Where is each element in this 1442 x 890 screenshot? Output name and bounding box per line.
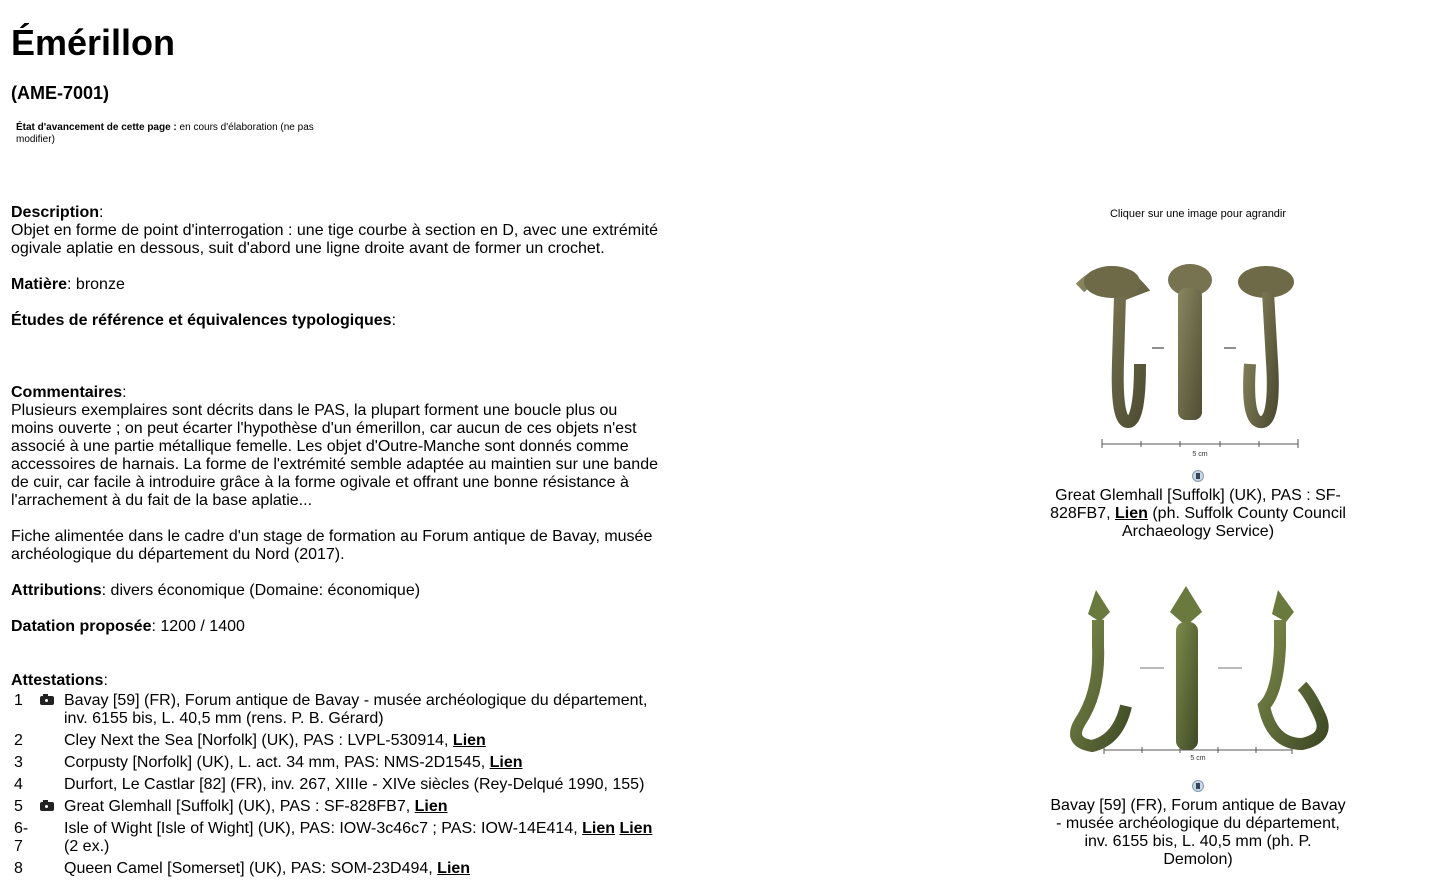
comments-section: Commentaires: Plusieurs exemplaires sont décrits dans le PAS, la plupart forment une boucle plus ou moins ouverte ; on peut écarter l'hypothèse d'un émerillon, car aucun de ces objets n'est associé à une partie métallique femelle. Les objet d'Outre-Manche sont donnés comme accessoires de harnais. La forme de l'extrémité semble adaptée au maintien sur une bande de cuir, car facile à introduire grâce à la forme ogivale et offrant une bonne résistance à l'arrachement à du fait de la base aplatie... (11, 384, 658, 509)
attestation-number: 8 (14, 860, 23, 877)
material-label: Matière (11, 276, 68, 293)
enlarge-hint: Cliquer sur une image pour agrandir (1109, 208, 1287, 220)
caption-credit: (ph. Suffolk County Council Archaeology Service) (1121, 505, 1346, 540)
internship-note: Fiche alimentée dans le cadre d'un stage de formation au Forum antique de Bavay, musée archéologique du département du Nord (2017). (11, 528, 653, 563)
pas-link[interactable]: Lien (414, 798, 448, 815)
attestations-table (11, 690, 663, 880)
attestation-row (11, 752, 663, 774)
attestations-section: Attestations: 1 Bavay [59] (FR), Forum antique de Bavay - musée archéologique du département, inv. 6155 bis, L. 40,5 mm (rens. P. B. Gérard) 2 Cley Next the Sea [Norfolk] (UK), PAS : LVPL-530914, Lien 3 Corpusty [Norfolk] (UK), L. act. 34 mm, PAS: NMS-2D1545, Lien 4 Durfort, Le Castlar [82] (FR), inv. 267, XIIIe - XIVe siècles (Rey-Delqué 1990, 155) 5 Great Glemhall [Suffolk] (UK), PAS : SF-828FB7, Lien 6-7 Isle of Wight [Isle of Wight] (UK), PAS: IOW-3c46c7 ; PAS: IOW-14E414, Lien Lien (2 ex.) 8 Queen Camel [Somerset] (UK), PAS: SOM-23D494, Lien (11, 672, 663, 880)
attestation-description: Great Glemhall [Suffolk] (UK), PAS : SF-828FB7, (64, 798, 415, 815)
main-content (11, 204, 663, 880)
dating-label: Datation proposée (11, 618, 152, 635)
figure-1 (1040, 252, 1356, 541)
attestation-text (62, 858, 663, 880)
attestation-text (62, 730, 663, 752)
attestation-row (11, 858, 663, 880)
attestation-description: Cley Next the Sea [Norfolk] (UK), PAS : LVPL-530914, (64, 732, 453, 749)
attestation-row (11, 774, 663, 796)
description-label: Description (11, 204, 100, 221)
photo-cell (38, 690, 62, 730)
photo-cell (38, 858, 62, 880)
zoom-icon[interactable] (1192, 470, 1204, 482)
artifact-photo[interactable] (1040, 576, 1356, 772)
attestation-text (62, 818, 663, 858)
attestation-description: Queen Camel [Somerset] (UK), PAS: SOM-23D494, (64, 860, 438, 877)
attestation-description: Bavay [59] (FR), Forum antique de Bavay - musée archéologique du département, inv. 6155 bis, L. 40,5 mm (rens. P. B. Gérard) (64, 692, 648, 727)
figure-caption (1040, 797, 1356, 869)
attestation-row (11, 730, 663, 752)
pas-link[interactable]: Lien (437, 860, 471, 877)
attestation-number: 5 (14, 798, 23, 815)
pas-link[interactable]: Lien (619, 820, 653, 837)
material-value: bronze (75, 276, 125, 293)
material-section: Matière: bronze (11, 276, 125, 293)
references-section: Études de référence et équivalences typologiques: (11, 312, 397, 329)
attestation-number: 3 (14, 754, 23, 771)
pas-link[interactable]: Lien (452, 732, 486, 749)
scale-label: 5 cm (1192, 451, 1208, 458)
scale-label: 5 cm (1190, 755, 1206, 762)
photo-cell (38, 752, 62, 774)
zoom-icon[interactable] (1192, 780, 1204, 792)
description-text: Objet en forme de point d'interrogation : une tige courbe à section en D, avec une extrémité ogivale aplatie en dessous, suit d'abord une ligne droite avant de former un crochet. (11, 222, 658, 257)
artifact-photo[interactable] (1040, 252, 1356, 472)
status-label: État d'avancement de cette page : (16, 122, 177, 133)
photo-cell (38, 774, 62, 796)
comments-label: Commentaires (11, 384, 123, 401)
dating-section: Datation proposée: 1200 / 1400 (11, 618, 245, 635)
attributions-value: divers économique (Domaine: économique) (110, 582, 421, 599)
camera-icon[interactable] (40, 696, 54, 705)
attestation-row (11, 796, 663, 818)
attestation-row (11, 818, 663, 858)
photo-cell (38, 730, 62, 752)
photo-cell (38, 818, 62, 858)
attributions-label: Attributions (11, 582, 102, 599)
description-section: Description: Objet en forme de point d'interrogation : une tige courbe à section en D, avec une extrémité ogivale aplatie en dessous, suit d'abord une ligne droite avant de former un crochet. (11, 204, 658, 257)
pas-link[interactable]: Lien (489, 754, 523, 771)
page-status (16, 122, 346, 146)
attestation-count: (2 ex.) (64, 838, 110, 855)
page-title: Émérillon (11, 22, 176, 63)
dating-value: 1200 / 1400 (160, 618, 245, 635)
camera-icon[interactable] (40, 802, 54, 811)
references-label: Études de référence et équivalences typologiques (11, 312, 392, 329)
attestation-number: 1 (14, 692, 23, 709)
attestation-text (62, 690, 663, 730)
caption-link[interactable]: Lien (1115, 505, 1148, 522)
attestation-text (62, 796, 663, 818)
comments-text: Plusieurs exemplaires sont décrits dans le PAS, la plupart forment une boucle plus ou moins ouverte ; on peut écarter l'hypothèse d'un émerillon, car aucun de ces objets n'est associé à une partie métallique femelle. Les objet d'Outre-Manche sont donnés comme accessoires de harnais. La forme de l'extrémité semble adaptée au maintien sur une bande de cuir, car facile à introduire grâce à la forme ogivale et offrant une bonne résistance à l'arrachement à du fait de la base aplatie... (11, 402, 658, 509)
attestation-text (62, 752, 663, 774)
attestation-number: 2 (14, 732, 23, 749)
attestation-text (62, 774, 663, 796)
attestation-number: 4 (14, 776, 23, 793)
attestation-description: Durfort, Le Castlar [82] (FR), inv. 267, XIIIe - XIVe siècles (Rey-Delqué 1990, 155) (64, 776, 645, 793)
status-value: en cours d'élaboration (ne pas modifier) (16, 122, 314, 145)
attributions-section: Attributions: divers économique (Domaine: économique) (11, 582, 421, 599)
figure-2 (1040, 576, 1356, 869)
image-sidebar (1040, 204, 1356, 868)
pas-link[interactable]: Lien (582, 820, 615, 837)
attestations-label: Attestations (11, 672, 104, 689)
attestation-row (11, 690, 663, 730)
attestation-description: Isle of Wight [Isle of Wight] (UK), PAS: IOW-3c46c7 ; PAS: IOW-14E414, (64, 820, 583, 837)
caption-text: Great Glemhall [Suffolk] (UK), PAS : SF-828FB7, (1050, 487, 1341, 522)
caption-text: Bavay [59] (FR), Forum antique de Bavay - musée archéologique du département, inv. 6155 bis, L. 40,5 mm (ph. P. Demolon) (1050, 797, 1346, 868)
photo-cell (38, 796, 62, 818)
attestation-number: 6-7 (14, 820, 29, 855)
object-code: (AME-7001) (11, 83, 110, 103)
figure-caption (1040, 487, 1356, 541)
attestation-description: Corpusty [Norfolk] (UK), L. act. 34 mm, PAS: NMS-2D1545, (64, 754, 490, 771)
